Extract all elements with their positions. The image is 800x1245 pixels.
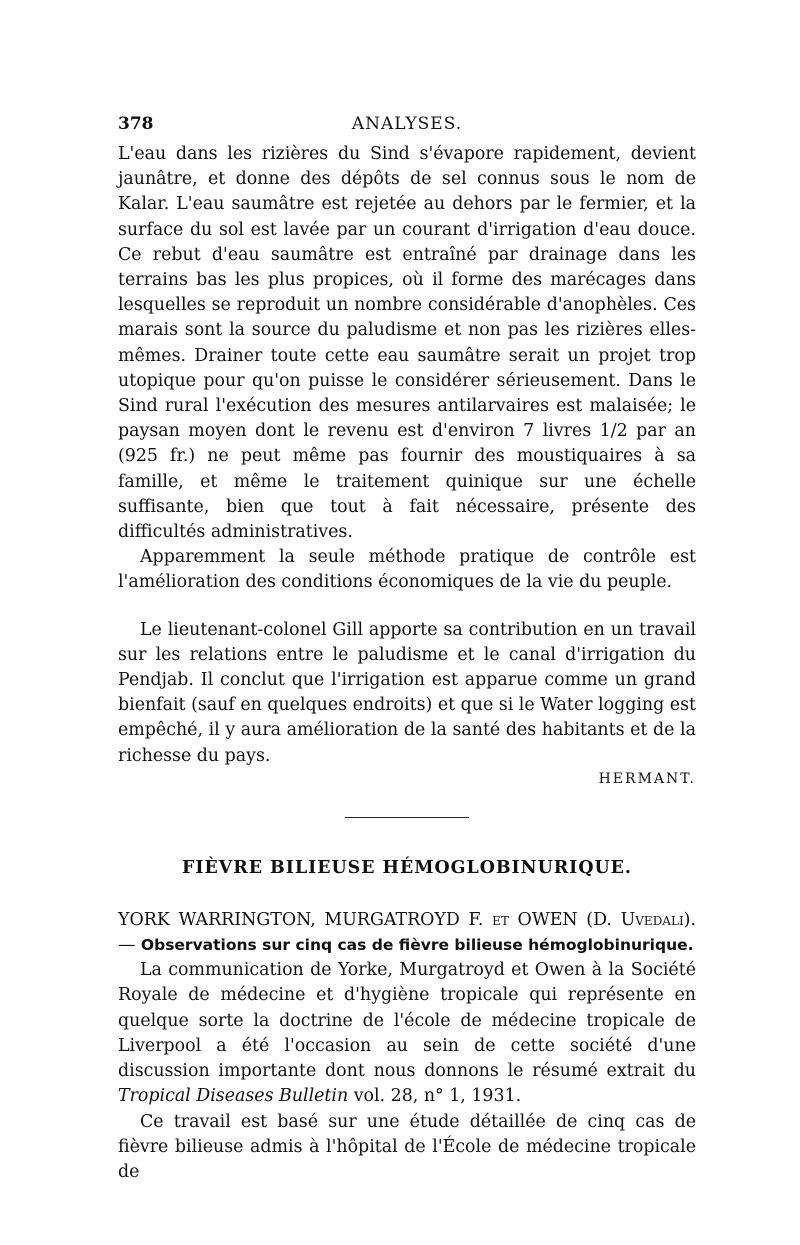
section-title: FIÈVRE BILIEUSE HÉMOGLOBINURIQUE. bbox=[182, 857, 632, 878]
page-header bbox=[118, 112, 696, 142]
paragraph-control-method: Apparemment la seule méthode pratique de contrôle est l'amélioration des conditions économiques de la vie du peuple. bbox=[118, 547, 696, 593]
reference-dash: — bbox=[118, 935, 141, 956]
paragraph-communication bbox=[118, 958, 696, 1109]
article-title: Observations sur cinq cas de fièvre bilieuse hémoglobinurique. bbox=[140, 936, 694, 955]
communication-text: La communication de Yorke, Murgatroyd et Owen à la Société Royale de médecine et d'hygiène tropicale qui représente en quelque sorte la doctrine de l'école de médecine tropicale de Liverpool a été l'occasion au sein de cette société d'une discussion importante dont nous donnons le résumé extrait du bbox=[118, 960, 696, 1082]
paragraph-rice-fields: L'eau dans les rizières du Sind s'évapore rapidement, devient jaunâtre, et donne des dépôts de sel connus sous le nom de Kalar. L'eau saumâtre est rejetée au dehors par le fermier, et la surface du sol est lavée par un courant d'irrigation d'eau douce. Ce rebut d'eau saumâtre est entraîné par drainage dans les terrains bas les plus propices, où il forme des marécages dans lesquelles se reproduit un nombre considérable d'anophèles. Ces marais sont la source du paludisme et non pas les rizières elles-mêmes. Drainer toute cette eau saumâtre serait un projet trop utopique pour qu'on puisse le considérer sérieusement. Dans le Sind rural l'exécution des mesures antilarvaires est malaisée; le paysan moyen dont le revenu est d'environ 7 livres 1/2 par an (925 fr.) ne peut même pas fournir des moustiquaires à sa famille, et même le traitement quinique sur une échelle suffisante, bien que tout à fait nécessaire, présente des difficultés administratives. bbox=[118, 144, 696, 543]
paragraph-study-basis: Ce travail est basé sur une étude détaillée de cinq cas de fièvre bilieuse admis à l'hôpital de l'École de médecine tropicale de bbox=[118, 1111, 696, 1182]
journal-volume: vol. 28, n° 1, 1931. bbox=[348, 1086, 522, 1107]
article-authors: YORK WARRINGTON, MURGATROYD F. et OWEN (D. Uvedali). bbox=[118, 909, 696, 930]
paragraph-gill-contribution: Le lieutenant-colonel Gill apporte sa contribution en un travail sur les relations entre le paludisme et le canal d'irrigation du Pendjab. Il conclut que l'irrigation est apparue comme un grand bienfait (sauf en quelques endroits) et que si le Water logging est empêché, il y aura amélioration de la santé des habitants et de la richesse du pays. bbox=[118, 619, 696, 766]
running-head: ANALYSES. bbox=[351, 114, 463, 134]
journal-name: Tropical Diseases Bulletin bbox=[118, 1086, 349, 1107]
section-divider bbox=[345, 817, 469, 818]
article-reference bbox=[118, 908, 696, 958]
document-page bbox=[118, 112, 696, 1185]
page-number: 378 bbox=[118, 114, 154, 134]
author-signature: HERMANT. bbox=[598, 770, 696, 787]
